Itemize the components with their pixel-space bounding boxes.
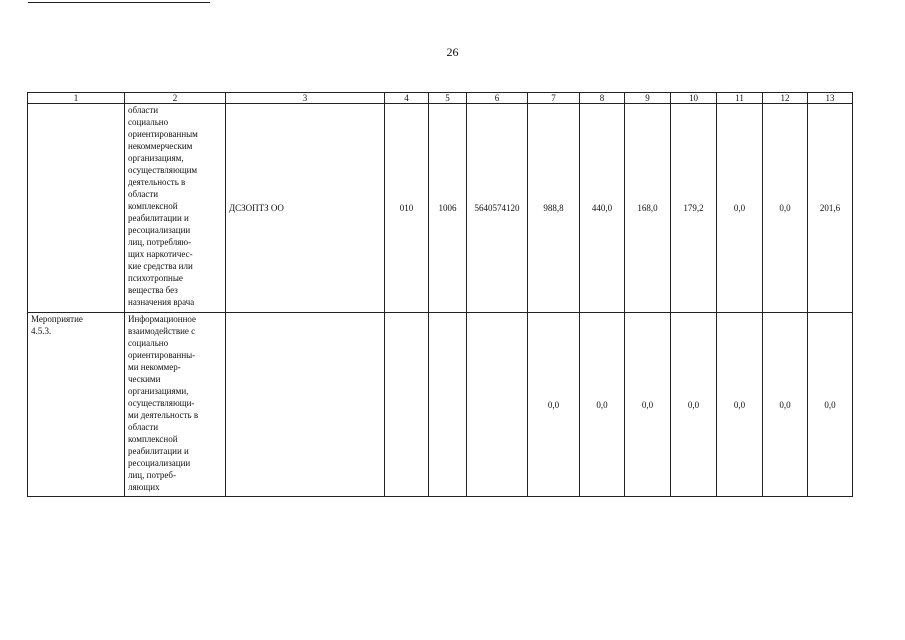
value-cell: 0,0 [763, 104, 808, 313]
executor-cell [226, 313, 385, 497]
header-cell: 8 [580, 93, 625, 104]
header-cell: 10 [671, 93, 717, 104]
page-number: 26 [446, 45, 459, 59]
header-cell: 2 [125, 93, 226, 104]
value-cell: 440,0 [580, 104, 625, 313]
code-cell: 010 [385, 104, 429, 313]
table-row [28, 313, 853, 497]
activity-cell [28, 104, 125, 313]
header-cell: 7 [528, 93, 580, 104]
table-row [28, 104, 853, 313]
budget-table [27, 92, 853, 497]
value-cell: 201,6 [808, 104, 853, 313]
header-cell: 5 [429, 93, 467, 104]
value-cell: 0,0 [625, 313, 671, 497]
value-cell: 0,0 [808, 313, 853, 497]
description-cell: Информационное взаимодействие с социально ориентированны- ми некоммер- ческими организациями, осуществляющи- ми деятельность в области комплексной реабилитации и ресоциализации лиц, потреб- ляющих [125, 313, 226, 497]
executor-cell: ДСЗОПТЗ ОО [226, 104, 385, 313]
header-cell: 9 [625, 93, 671, 104]
header-cell: 4 [385, 93, 429, 104]
value-cell: 0,0 [717, 313, 763, 497]
value-cell: 0,0 [580, 313, 625, 497]
header-cell: 6 [467, 93, 528, 104]
value-cell: 168,0 [625, 104, 671, 313]
header-cell: 13 [808, 93, 853, 104]
value-cell: 988,8 [528, 104, 580, 313]
header-cell: 3 [226, 93, 385, 104]
value-cell: 179,2 [671, 104, 717, 313]
column-number-row [28, 93, 853, 104]
header-cell: 11 [717, 93, 763, 104]
code-cell [467, 313, 528, 497]
top-rule [28, 2, 210, 3]
value-cell: 0,0 [763, 313, 808, 497]
code-cell [385, 313, 429, 497]
code-cell: 5640574120 [467, 104, 528, 313]
code-cell: 1006 [429, 104, 467, 313]
code-cell [429, 313, 467, 497]
activity-cell: Мероприятие 4.5.3. [28, 313, 125, 497]
header-cell: 12 [763, 93, 808, 104]
description-cell: области социально ориентированным некоммерческим организациям, осуществляющим деятельность в области комплексной реабилитации и ресоциализации лиц, потребляю- щих наркотичес- кие средства или психотропные вещества без назначения врача [125, 104, 226, 313]
value-cell: 0,0 [528, 313, 580, 497]
value-cell: 0,0 [717, 104, 763, 313]
header-cell: 1 [28, 93, 125, 104]
value-cell: 0,0 [671, 313, 717, 497]
